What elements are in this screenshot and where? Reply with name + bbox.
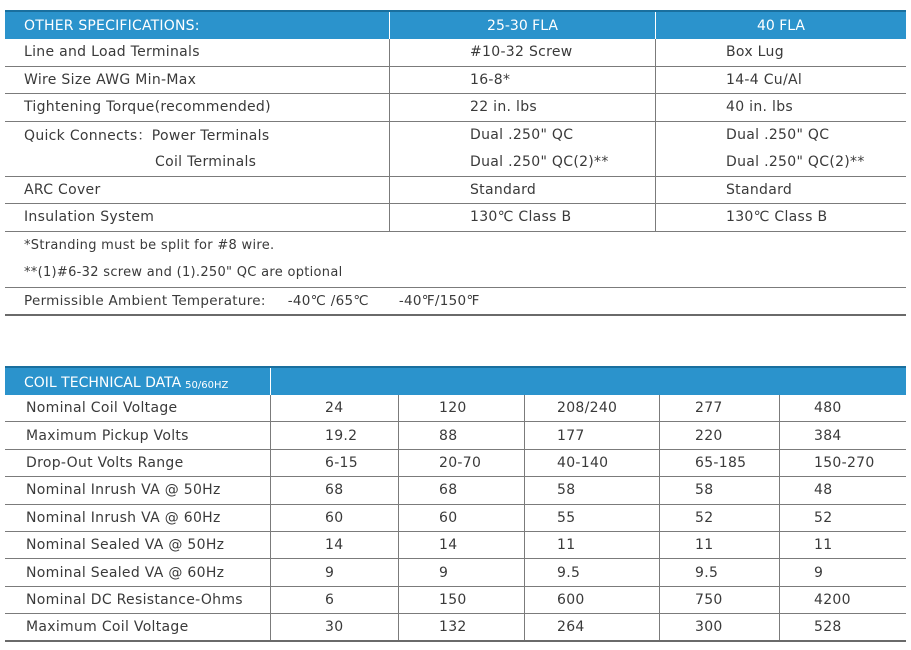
coil-row <box>5 587 906 614</box>
coil-value-cell: 150 <box>398 587 524 613</box>
footnote-stranding: *Stranding must be split for #8 wire. <box>24 237 275 253</box>
coil-value-cell: 58 <box>524 477 659 503</box>
ambient-fahrenheit: -40℉/150℉ <box>398 292 480 309</box>
coil-value-cell: 24 <box>270 395 398 421</box>
specs-row <box>5 122 906 150</box>
coil-row-label: Nominal Inrush VA @ 60Hz <box>26 509 221 526</box>
coil-row <box>5 450 906 477</box>
spec-value-25-30: #10-32 Screw <box>389 39 655 66</box>
coil-value-cell: 600 <box>524 587 659 613</box>
coil-value-cell: 480 <box>779 395 906 421</box>
coil-value-cell: 9 <box>779 559 906 585</box>
footnote-optional: **(1)#6-32 screw and (1).250" QC are optional <box>24 265 343 281</box>
coil-value-cell: 14 <box>398 532 524 558</box>
specs-row <box>5 94 906 122</box>
specs-row <box>5 67 906 95</box>
coil-header-label: COIL TECHNICAL DATA <box>24 375 182 391</box>
specs-header-row <box>5 10 906 39</box>
ambient-celsius: -40℃ /65℃ <box>287 292 369 309</box>
spec-label: Insulation System <box>24 209 155 226</box>
coil-value-cell: 9.5 <box>659 559 779 585</box>
coil-value-cell: 11 <box>779 532 906 558</box>
spec-value-25-30: Dual .250" QC <box>389 122 655 150</box>
other-specifications-table <box>5 10 906 316</box>
coil-value-cell: 277 <box>659 395 779 421</box>
coil-value-cell: 11 <box>524 532 659 558</box>
coil-value-cell: 55 <box>524 505 659 531</box>
coil-value-cell: 220 <box>659 422 779 448</box>
coil-value-cell: 58 <box>659 477 779 503</box>
coil-row <box>5 532 906 559</box>
coil-technical-data-table <box>5 366 906 642</box>
coil-row <box>5 477 906 504</box>
specs-header-col-40-fla: 40 FLA <box>655 12 906 39</box>
spec-value-25-30: Dual .250" QC(2)** <box>389 149 655 176</box>
coil-value-cell: 60 <box>398 505 524 531</box>
spec-value-25-30: 130℃ Class B <box>389 204 655 231</box>
coil-value-cell: 150-270 <box>779 450 906 476</box>
coil-value-cell: 6 <box>270 587 398 613</box>
spec-value-40: Dual .250" QC(2)** <box>655 149 906 176</box>
coil-header-frequency: 50/60HZ <box>185 380 229 391</box>
coil-value-cell: 20-70 <box>398 450 524 476</box>
coil-value-cell: 88 <box>398 422 524 448</box>
specs-row <box>5 177 906 205</box>
coil-value-cell: 11 <box>659 532 779 558</box>
specs-row <box>5 204 906 232</box>
coil-value-cell: 52 <box>779 505 906 531</box>
coil-header-label-cell <box>5 368 270 395</box>
coil-value-cell: 528 <box>779 614 906 639</box>
spec-label: Wire Size AWG Min-Max <box>24 71 197 88</box>
specs-header-col-25-30-fla: 25-30 FLA <box>389 12 655 39</box>
spec-value-40: 40 in. lbs <box>655 94 906 121</box>
ambient-label: Permissible Ambient Temperature: <box>24 292 266 309</box>
spec-value-40: 130℃ Class B <box>655 204 906 231</box>
coil-row <box>5 614 906 641</box>
coil-value-cell: 40-140 <box>524 450 659 476</box>
spec-value-25-30: 16-8* <box>389 67 655 94</box>
ambient-temperature-row <box>5 287 906 316</box>
spec-value-25-30: 22 in. lbs <box>389 94 655 121</box>
coil-value-cell: 120 <box>398 395 524 421</box>
spec-value-40: Box Lug <box>655 39 906 66</box>
coil-value-cell: 68 <box>398 477 524 503</box>
spec-label: ARC Cover <box>24 181 101 198</box>
coil-value-cell: 750 <box>659 587 779 613</box>
coil-value-cell: 384 <box>779 422 906 448</box>
spec-value-40: 14-4 Cu/Al <box>655 67 906 94</box>
coil-value-cell: 264 <box>524 614 659 639</box>
spec-value-25-30: Standard <box>389 177 655 204</box>
spec-label-cell <box>5 149 389 176</box>
coil-row <box>5 559 906 586</box>
coil-value-cell: 14 <box>270 532 398 558</box>
spec-value-40: Standard <box>655 177 906 204</box>
spec-label: Line and Load Terminals <box>24 44 200 61</box>
coil-row-label: Nominal Coil Voltage <box>26 400 178 417</box>
specs-header-label: OTHER SPECIFICATIONS: <box>24 17 200 34</box>
spec-label: Quick Connects：Power Terminals <box>24 128 270 145</box>
spec-label: Coil Terminals <box>155 154 257 171</box>
coil-row-label: Nominal DC Resistance-Ohms <box>26 591 243 608</box>
coil-value-cell: 9 <box>270 559 398 585</box>
coil-header-fill <box>270 368 906 395</box>
coil-row <box>5 422 906 449</box>
coil-rows <box>5 395 906 642</box>
coil-value-cell: 9.5 <box>524 559 659 585</box>
coil-value-cell: 52 <box>659 505 779 531</box>
spec-value-40: Dual .250" QC <box>655 122 906 150</box>
coil-row-label: Nominal Inrush VA @ 50Hz <box>26 482 221 499</box>
coil-row <box>5 505 906 532</box>
coil-row-label: Drop-Out Volts Range <box>26 454 184 471</box>
coil-header-row <box>5 366 906 395</box>
coil-value-cell: 6-15 <box>270 450 398 476</box>
coil-value-cell: 60 <box>270 505 398 531</box>
spec-label: Tightening Torque(recommended) <box>24 99 271 116</box>
coil-value-cell: 132 <box>398 614 524 639</box>
coil-value-cell: 65-185 <box>659 450 779 476</box>
coil-value-cell: 4200 <box>779 587 906 613</box>
coil-row-label: Nominal Sealed VA @ 60Hz <box>26 564 225 581</box>
specs-row <box>5 39 906 67</box>
coil-value-cell: 300 <box>659 614 779 639</box>
coil-value-cell: 30 <box>270 614 398 639</box>
coil-row-label: Maximum Pickup Volts <box>26 427 189 444</box>
coil-row-label: Nominal Sealed VA @ 50Hz <box>26 537 225 554</box>
coil-value-cell: 9 <box>398 559 524 585</box>
coil-value-cell: 19.2 <box>270 422 398 448</box>
coil-row-label: Maximum Coil Voltage <box>26 618 189 635</box>
coil-value-cell: 177 <box>524 422 659 448</box>
coil-value-cell: 68 <box>270 477 398 503</box>
specs-row <box>5 149 906 177</box>
coil-value-cell: 208/240 <box>524 395 659 421</box>
coil-value-cell: 48 <box>779 477 906 503</box>
coil-row <box>5 395 906 422</box>
